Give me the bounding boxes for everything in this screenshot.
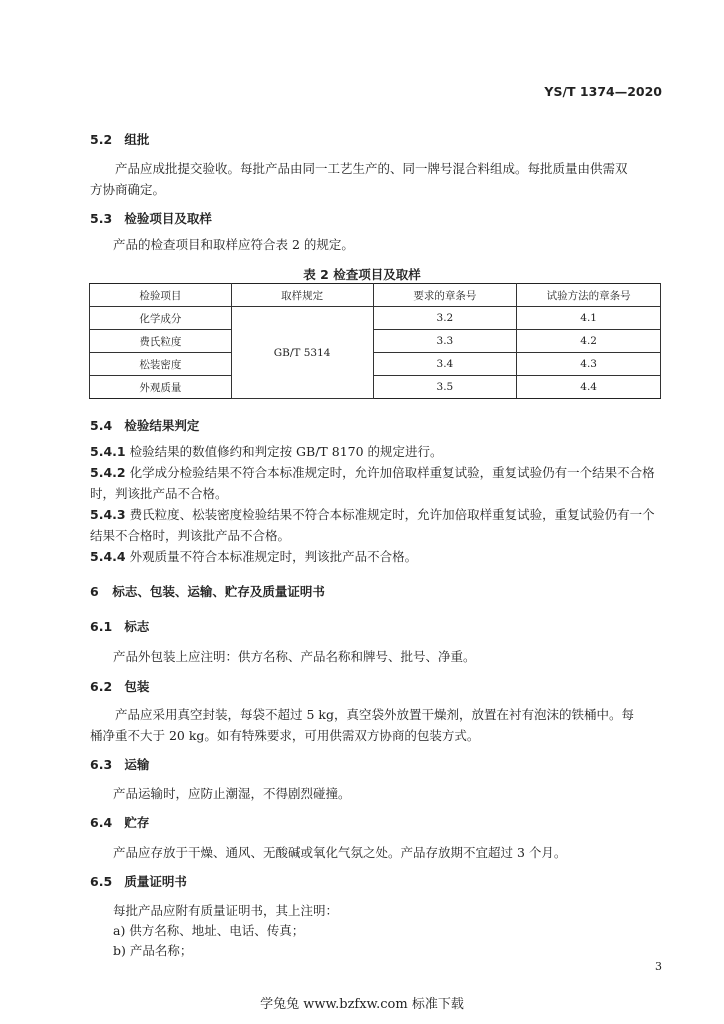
- item-cell: 费氏粒度: [90, 330, 232, 353]
- section-6-3-heading: [90, 755, 149, 773]
- section-6-5-text: 每批产品应附有质量证明书，其上注明：: [113, 903, 339, 918]
- item-cell: 外观质量: [90, 376, 232, 399]
- section-6-4-heading: [90, 813, 149, 831]
- table-row: [90, 353, 661, 376]
- item-cell: 化学成分: [90, 307, 232, 330]
- list-item: a) 供方名称、地址、电话、传真；: [113, 923, 305, 938]
- sampling-rule-cell: GB/T 5314: [231, 307, 373, 399]
- clause-number: 5.4.2: [90, 465, 126, 480]
- section-6-1-heading: [90, 617, 149, 635]
- table-row: [90, 307, 661, 330]
- section-number: 5.3: [90, 211, 113, 226]
- clause-text: 化学成分检验结果不符合本标准规定时，允许加倍取样重复试验，重复试验仍有一个结果不合格: [129, 465, 655, 480]
- section-title: 包装: [124, 679, 150, 694]
- section-number: 6.2: [90, 679, 113, 694]
- section-6-3-text: 产品运输时，应防止潮湿，不得剧烈碰撞。: [113, 786, 351, 801]
- method-cell: 4.1: [517, 307, 661, 330]
- section-6-2-text: 产品应采用真空封装，每袋不超过 5 kg，真空袋外放置干燥剂，放置在衬有泡沫的铁桶中。每桶净重不大于 20 kg。如有特殊要求，可用供需双方协商的包装方式。: [90, 707, 634, 743]
- table-row: [90, 376, 661, 399]
- section-6-1-text: 产品外包装上应注明：供方名称、产品名称和牌号、批号、净重。: [113, 649, 476, 664]
- req-cell: 3.3: [373, 330, 517, 353]
- section-5-3-heading: [90, 209, 212, 227]
- clause-number: 5.4.1: [90, 444, 126, 459]
- clause-text: 外观质量不符合本标准规定时，判该批产品不合格。: [129, 549, 418, 564]
- section-5-3-text: 产品的检查项目和取样应符合表 2 的规定。: [113, 237, 354, 252]
- section-number: 6.5: [90, 874, 113, 889]
- clause-text: 检验结果的数值修约和判定按 GB/T 8170 的规定进行。: [129, 444, 443, 459]
- header-cell: 要求的章条号: [373, 284, 517, 307]
- method-cell: 4.2: [517, 330, 661, 353]
- footer-watermark: 学兔兔 www.bzfxw.com 标准下载: [260, 997, 464, 1012]
- clause-5-4-3-cont: 结果不合格时，判该批产品不合格。: [90, 528, 291, 543]
- section-number: 6.3: [90, 757, 113, 772]
- table-row: [90, 330, 661, 353]
- section-5-2-text: 产品应成批提交验收。每批产品由同一工艺生产的、同一牌号混合料组成。每批质量由供需双方协商确定。: [90, 161, 628, 197]
- header-cell: 检验项目: [90, 284, 232, 307]
- section-6-2-heading: [90, 677, 149, 695]
- section-title: 运输: [124, 757, 150, 772]
- clause-text: 费氏粒度、松装密度检验结果不符合本标准规定时，允许加倍取样重复试验，重复试验仍有一个: [129, 507, 655, 522]
- clause-number: 5.4.4: [90, 549, 126, 564]
- section-number: 6.4: [90, 815, 113, 830]
- clause-5-4-2-cont: 时，判该批产品不合格。: [90, 486, 228, 501]
- section-5-4-heading: [90, 416, 199, 434]
- clause-number: 5.4.3: [90, 507, 126, 522]
- clause-5-4-4: [90, 546, 417, 567]
- section-number: 6: [90, 584, 99, 599]
- chapter-6-heading: [90, 582, 325, 600]
- req-cell: 3.4: [373, 353, 517, 376]
- clause-5-4-1: [90, 441, 443, 462]
- clause-5-4-3: [90, 504, 655, 525]
- method-cell: 4.3: [517, 353, 661, 376]
- table-header-row: [90, 284, 661, 307]
- section-number: 5.4: [90, 418, 113, 433]
- item-cell: 松装密度: [90, 353, 232, 376]
- section-title: 质量证明书: [124, 874, 187, 889]
- clause-5-4-2: [90, 462, 655, 483]
- section-title: 贮存: [124, 815, 150, 830]
- method-cell: 4.4: [517, 376, 661, 399]
- section-title: 检验项目及取样: [124, 211, 212, 226]
- section-number: 6.1: [90, 619, 113, 634]
- list-item: b) 产品名称；: [113, 943, 193, 958]
- section-number: 5.2: [90, 132, 113, 147]
- table-2-title: 表 2 检查项目及取样: [303, 267, 421, 282]
- header-cell: 试验方法的章条号: [517, 284, 661, 307]
- section-title: 标志: [124, 619, 150, 634]
- section-6-4-text: 产品应存放于干燥、通风、无酸碱或氧化气氛之处。产品存放期不宜超过 3 个月。: [113, 845, 567, 860]
- section-title: 标志、包装、运输、贮存及质量证明书: [112, 584, 325, 599]
- standard-code: YS/T 1374—2020: [544, 84, 662, 99]
- req-cell: 3.5: [373, 376, 517, 399]
- section-title: 组批: [124, 132, 150, 147]
- header-cell: 取样规定: [231, 284, 373, 307]
- section-5-2-heading: [90, 130, 149, 148]
- page-number: 3: [655, 960, 662, 973]
- table-2: [89, 283, 661, 399]
- section-title: 检验结果判定: [124, 418, 200, 433]
- req-cell: 3.2: [373, 307, 517, 330]
- section-6-5-heading: [90, 872, 187, 890]
